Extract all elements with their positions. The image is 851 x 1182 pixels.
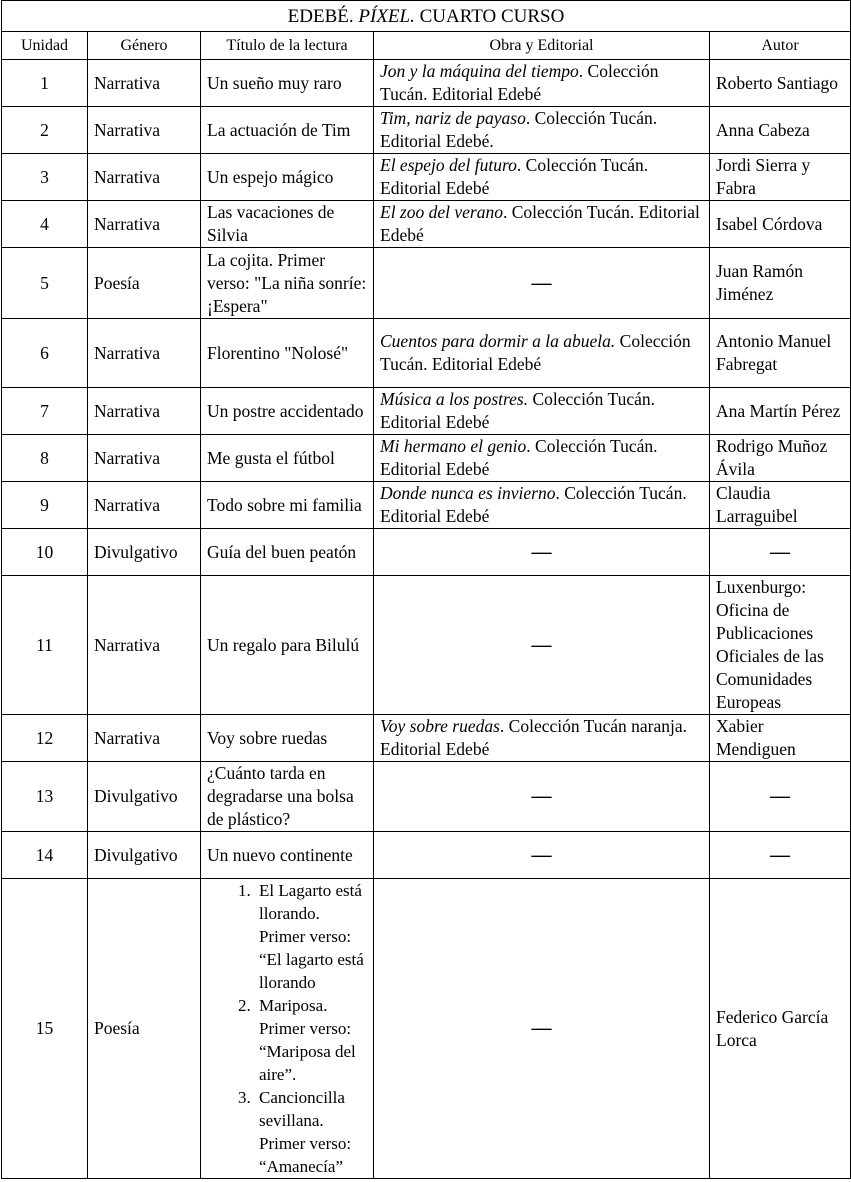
work-title: Donde nunca es invierno — [380, 483, 556, 503]
genre-cell: Narrativa — [88, 482, 201, 529]
work-cell — [374, 388, 710, 435]
unit-cell: 6 — [2, 319, 88, 388]
header-titulo: Título de la lectura — [201, 32, 374, 60]
table-row — [2, 60, 851, 107]
unit-cell: 12 — [2, 715, 88, 762]
author-cell: Xabier Mendiguen — [710, 715, 851, 762]
work-cell — [374, 715, 710, 762]
poem-list — [207, 879, 367, 1178]
work-cell-dash: — — [374, 529, 710, 576]
work-title: Jon y la máquina del tiempo — [380, 61, 579, 81]
work-cell-dash: — — [374, 762, 710, 832]
unit-cell: 13 — [2, 762, 88, 832]
author-cell: Anna Cabeza — [710, 107, 851, 154]
table-row — [2, 832, 851, 879]
author-cell: Luxenburgo: Oficina de Publicaciones Oficiales de las Comunidades Europeas — [710, 576, 851, 715]
author-cell-dash: — — [710, 529, 851, 576]
table-row — [2, 319, 851, 388]
unit-cell: 14 — [2, 832, 88, 879]
reading-cell: Un espejo mágico — [201, 154, 374, 201]
table-row — [2, 482, 851, 529]
reading-cell: Un regalo para Bilulú — [201, 576, 374, 715]
table-row — [2, 529, 851, 576]
reading-cell: Un nuevo continente — [201, 832, 374, 879]
table-title — [2, 1, 851, 32]
work-title: Cuentos para dormir a la abuela. — [380, 331, 616, 351]
work-title: El espejo del futuro — [380, 155, 517, 175]
work-title: El zoo del verano — [380, 202, 503, 222]
readings-table — [1, 0, 851, 1179]
author-cell: Roberto Santiago — [710, 60, 851, 107]
header-obra: Obra y Editorial — [374, 32, 710, 60]
table-row — [2, 715, 851, 762]
table-row — [2, 762, 851, 832]
genre-cell: Divulgativo — [88, 762, 201, 832]
table-row — [2, 435, 851, 482]
header-unidad: Unidad — [2, 32, 88, 60]
poem-item: 3. Cancioncilla sevillana. Primer verso: “Amanecía” — [255, 1086, 367, 1178]
work-cell-dash: — — [374, 576, 710, 715]
work-cell — [374, 482, 710, 529]
genre-cell: Narrativa — [88, 107, 201, 154]
unit-cell: 10 — [2, 529, 88, 576]
work-cell — [374, 107, 710, 154]
reading-cell: La cojita. Primer verso: "La niña sonríe: ¡Espera" — [201, 248, 374, 319]
genre-cell: Narrativa — [88, 576, 201, 715]
work-publisher: . Colección Tucán. Editorial Edebé — [380, 61, 659, 104]
work-cell — [374, 435, 710, 482]
unit-cell: 11 — [2, 576, 88, 715]
work-publisher: Colección Tucán. Editorial Edebé — [380, 331, 691, 374]
author-cell: Federico García Lorca — [710, 879, 851, 1179]
author-cell-dash: — — [710, 762, 851, 832]
reading-cell: Las vacaciones de Silvia — [201, 201, 374, 248]
poem-item: 2. Mariposa. Primer verso: “Mariposa del aire”. — [255, 994, 367, 1086]
work-cell — [374, 60, 710, 107]
genre-cell: Narrativa — [88, 435, 201, 482]
unit-cell: 2 — [2, 107, 88, 154]
table-row — [2, 201, 851, 248]
author-cell: Claudia Larraguibel — [710, 482, 851, 529]
reading-cell: Un sueño muy raro — [201, 60, 374, 107]
reading-cell: Todo sobre mi familia — [201, 482, 374, 529]
author-cell: Juan Ramón Jiménez — [710, 248, 851, 319]
unit-cell: 15 — [2, 879, 88, 1179]
work-publisher: . Colección Tucán. Editorial Edebé — [380, 483, 687, 526]
unit-cell: 8 — [2, 435, 88, 482]
author-cell: Ana Martín Pérez — [710, 388, 851, 435]
reading-cell: Guía del buen peatón — [201, 529, 374, 576]
genre-cell: Narrativa — [88, 388, 201, 435]
author-cell: Jordi Sierra y Fabra — [710, 154, 851, 201]
unit-cell: 9 — [2, 482, 88, 529]
genre-cell: Narrativa — [88, 715, 201, 762]
author-cell: Isabel Córdova — [710, 201, 851, 248]
work-cell-dash: — — [374, 248, 710, 319]
header-autor: Autor — [710, 32, 851, 60]
work-publisher: . Colección Tucán. Editorial Edebé — [380, 202, 700, 245]
reading-cell: ¿Cuánto tarda en degradarse una bolsa de plástico? — [201, 762, 374, 832]
unit-cell: 1 — [2, 60, 88, 107]
genre-cell: Poesía — [88, 879, 201, 1179]
reading-cell: La actuación de Tim — [201, 107, 374, 154]
work-publisher: . Colección Tucán. Editorial Edebé — [380, 436, 658, 479]
title-course: CUARTO CURSO — [419, 5, 565, 27]
table-row — [2, 154, 851, 201]
author-cell-dash: — — [710, 832, 851, 879]
reading-cell: Voy sobre ruedas — [201, 715, 374, 762]
author-cell: Rodrigo Muñoz Ávila — [710, 435, 851, 482]
work-title: Voy sobre ruedas — [380, 716, 500, 736]
table-row — [2, 388, 851, 435]
unit-cell: 4 — [2, 201, 88, 248]
table-row — [2, 576, 851, 715]
genre-cell: Poesía — [88, 248, 201, 319]
work-cell-dash: — — [374, 879, 710, 1179]
title-publisher: EDEBÉ. — [287, 5, 354, 27]
reading-cell: Florentino "Nolosé" — [201, 319, 374, 388]
work-publisher: . Colección Tucán. Editorial Edebé — [380, 155, 649, 198]
genre-cell: Narrativa — [88, 201, 201, 248]
unit-cell: 5 — [2, 248, 88, 319]
genre-cell: Divulgativo — [88, 529, 201, 576]
genre-cell: Narrativa — [88, 60, 201, 107]
work-publisher: . Colección Tucán. Editorial Edebé. — [380, 108, 658, 151]
reading-cell: Me gusta el fútbol — [201, 435, 374, 482]
table-row — [2, 879, 851, 1179]
work-cell — [374, 201, 710, 248]
genre-cell: Narrativa — [88, 154, 201, 201]
author-cell: Antonio Manuel Fabregat — [710, 319, 851, 388]
work-title: Mi hermano el genio — [380, 436, 527, 456]
work-cell-dash: — — [374, 832, 710, 879]
genre-cell: Divulgativo — [88, 832, 201, 879]
header-genero: Género — [88, 32, 201, 60]
unit-cell: 7 — [2, 388, 88, 435]
work-title: Música a los postres. — [380, 389, 529, 409]
reading-cell: Un postre accidentado — [201, 388, 374, 435]
table-row — [2, 248, 851, 319]
table-row — [2, 107, 851, 154]
work-cell — [374, 154, 710, 201]
work-publisher: . Colección Tucán naranja. Editorial Edebé — [380, 716, 688, 759]
poem-item: 1. El Lagarto está llorando. Primer verso: “El lagarto está llorando — [255, 879, 367, 994]
genre-cell: Narrativa — [88, 319, 201, 388]
work-title: Tim, nariz de payaso — [380, 108, 526, 128]
reading-cell — [201, 879, 374, 1179]
unit-cell: 3 — [2, 154, 88, 201]
title-series: PÍXEL. — [358, 5, 415, 27]
work-publisher: Colección Tucán. Editorial Edebé — [380, 389, 655, 432]
work-cell — [374, 319, 710, 388]
